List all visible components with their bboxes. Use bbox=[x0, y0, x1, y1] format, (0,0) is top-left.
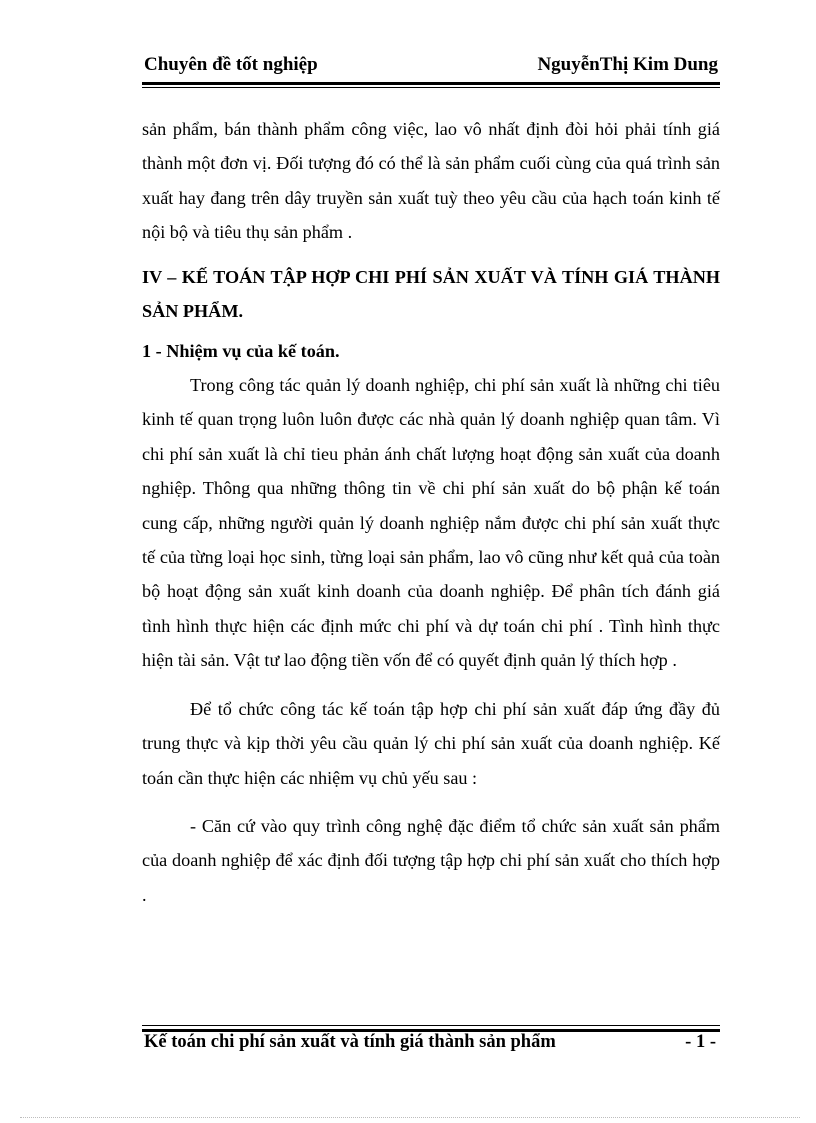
section-heading: IV – KẾ TOÁN TẬP HỢP CHI PHÍ SẢN XUẤT VÀ TÍNH GIÁ THÀNH SẢN PHẨM. bbox=[142, 266, 720, 321]
body-paragraph-3: - Căn cứ vào quy trình công nghệ đặc điểm tổ chức sản xuất sản phẩm của doanh nghiệp để xác định đối tượng tập hợp chi phí sản xuất cho thích hợp . bbox=[142, 815, 720, 905]
header-author-name: NguyễnThị Kim Dung bbox=[537, 54, 718, 75]
body-paragraph-1: Trong công tác quản lý doanh nghiệp, chi phí sản xuất là những chi tiêu kinh tế quan trọng luôn luôn được các nhà quản lý doanh nghiệp quan tâm. Vì chi phí sản xuất là chỉ tieu phản ánh chất lượng hoạt động sản xuất của doanh nghiệp. Thông qua những thông tin về chi phí sản xuất do bộ phận kế toán cung cấp, những người quản lý doanh nghiệp nắm được chi phí sản xuất thực tế của từng loại học sinh, từng loại sản phẩm, lao vô cũng như kết quả của toàn bộ hoạt động sản xuất kinh doanh của doanh nghiệp. Để phân tích đánh giá tình hình thực hiện các định mức chi phí và dự toán chi phí . Tình hình thực hiện tài sản. Vật tư lao động tiền vốn để có quyết định quản lý thích hợp . bbox=[142, 375, 720, 671]
page-footer bbox=[142, 1032, 720, 1058]
subsection-heading: 1 - Nhiệm vụ của kế toán. bbox=[142, 340, 340, 361]
page-body bbox=[142, 112, 720, 912]
header-document-type: Chuyên đề tốt nghiệp bbox=[144, 54, 318, 75]
header-rule-thin bbox=[142, 87, 720, 88]
header-rule-thick bbox=[142, 82, 720, 85]
footer-rule-thin bbox=[142, 1025, 720, 1026]
body-paragraph-2: Để tổ chức công tác kế toán tập hợp chi phí sản xuất đáp ứng đầy đủ trung thực và kịp thời yêu cầu quản lý chi phí sản xuất của doanh nghiệp. Kế toán cần thực hiện các nhiệm vụ chủ yếu sau : bbox=[142, 698, 720, 788]
page-number: - 1 - bbox=[685, 1032, 716, 1052]
intro-paragraph: sản phẩm, bán thành phẩm công việc, lao vô nhất định đòi hỏi phải tính giá thành một đơn vị. Đối tượng đó có thể là sản phẩm cuối cùng của quá trình sản xuất hay đang trên dây truyền sản xuất tuỳ theo yêu cầu của hạch toán kinh tế nội bộ và tiêu thụ sản phẩm . bbox=[142, 119, 720, 243]
page-edge-divider bbox=[20, 1117, 800, 1118]
footer-document-title: Kế toán chi phí sản xuất và tính giá thành sản phẩm bbox=[144, 1032, 556, 1052]
page-header bbox=[142, 50, 720, 80]
